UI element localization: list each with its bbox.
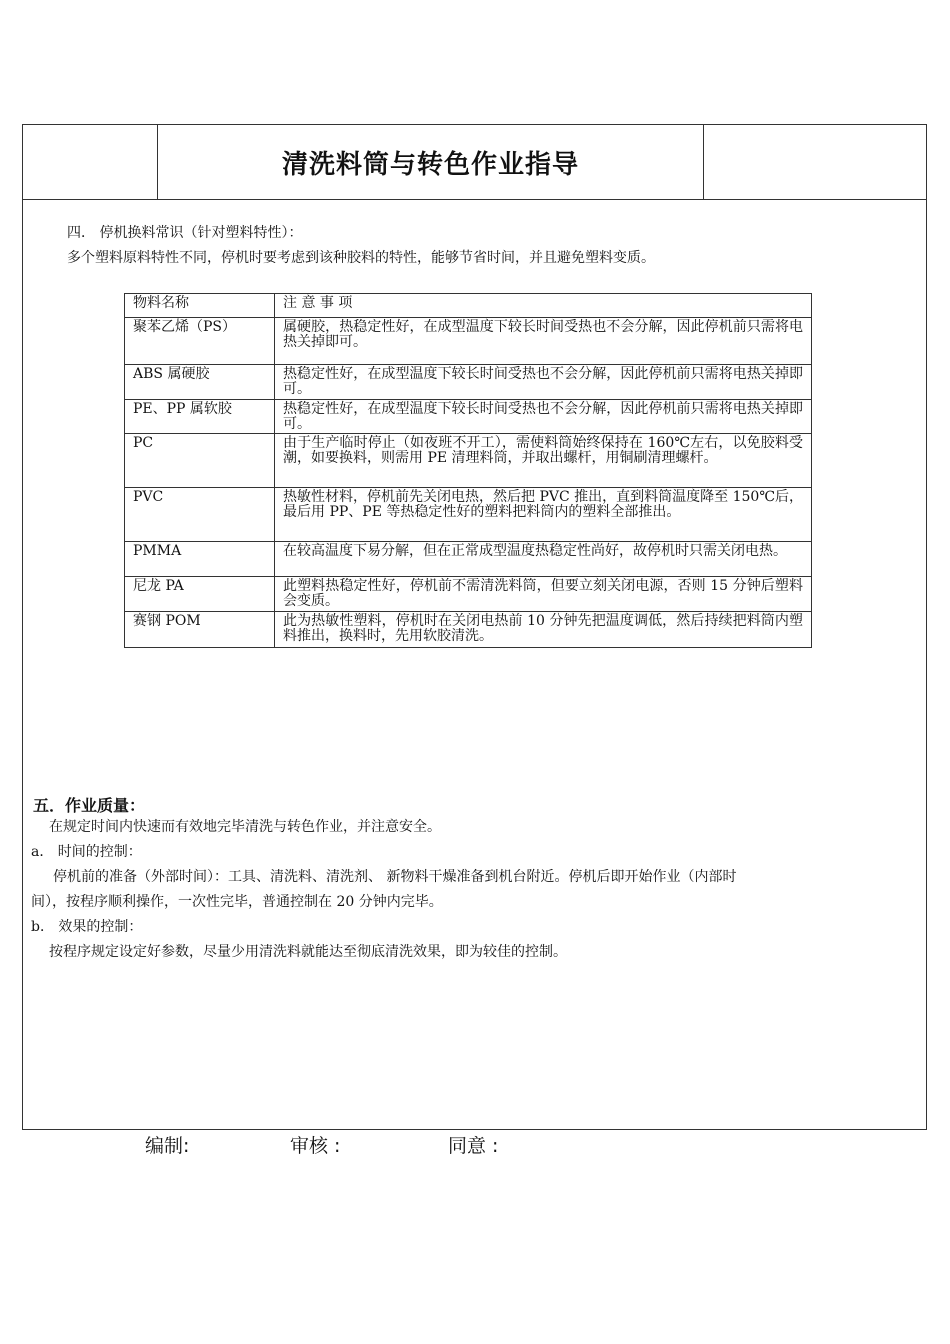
material-note: 此为热敏性塑料，停机时在关闭电热前 10 分钟先把温度调低，然后持续把料筒内塑料推出，换料时，先用软胶清洗。 — [275, 612, 812, 648]
table-header-name: 物料名称 — [125, 294, 275, 318]
table-row — [125, 612, 812, 648]
document-frame — [22, 124, 927, 1130]
table-row — [125, 318, 812, 365]
time-control-label: a． 时间的控制： — [31, 844, 142, 860]
review-signature-label: 审核 : — [290, 1135, 341, 1157]
material-name: 赛钢 POM — [125, 612, 275, 648]
header-row — [23, 125, 926, 200]
table-row — [125, 434, 812, 488]
document-title: 清洗料筒与转色作业指导 — [281, 150, 579, 180]
material-name: PVC — [125, 488, 275, 542]
material-note: 热敏性材料，停机前先关闭电热，然后把 PVC 推出，直到料筒温度降至 150℃后，最后用 PP、PE 等热稳定性好的塑料把料筒内的塑料全部推出。 — [275, 488, 812, 542]
material-name: 聚苯乙烯（PS） — [125, 318, 275, 365]
compile-signature-label: 编制: — [145, 1135, 190, 1157]
time-control-text-line2: 间），按程序顺利操作，一次性完毕，普通控制在 20 分钟内完毕。 — [31, 894, 443, 910]
material-name: PC — [125, 434, 275, 488]
effect-control-label: b． 效果的控制： — [31, 919, 143, 935]
material-name: PE、PP 属软胶 — [125, 400, 275, 434]
material-name: 尼龙 PA — [125, 577, 275, 612]
material-note: 属硬胶，热稳定性好，在成型温度下较长时间受热也不会分解，因此停机前只需将电热关掉即可。 — [275, 318, 812, 365]
approve-signature-label: 同意 : — [448, 1135, 499, 1157]
effect-control-text: 按程序规定设定好参数，尽量少用清洗料就能达至彻底清洗效果，即为较佳的控制。 — [49, 944, 567, 960]
section4-heading: 四． 停机换料常识（针对塑料特性）： — [67, 225, 303, 241]
table-row — [125, 488, 812, 542]
material-note: 热稳定性好，在成型温度下较长时间受热也不会分解，因此停机前只需将电热关掉即可。 — [275, 400, 812, 434]
table-header-row — [125, 294, 812, 318]
header-left-cell — [23, 125, 158, 199]
table-row — [125, 365, 812, 400]
material-table — [124, 293, 812, 648]
table-row — [125, 400, 812, 434]
section5-paragraph: 在规定时间内快速而有效地完毕清洗与转色作业，并注意安全。 — [49, 819, 441, 835]
header-right-cell — [703, 125, 926, 199]
table-row — [125, 542, 812, 577]
table-row — [125, 577, 812, 612]
material-name: ABS 属硬胶 — [125, 365, 275, 400]
material-note: 由于生产临时停止（如夜班不开工），需使料筒始终保持在 160℃左右，以免胶料受潮，如要换料，则需用 PE 清理料筒，并取出螺杆，用铜刷清理螺杆。 — [275, 434, 812, 488]
material-note: 在较高温度下易分解，但在正常成型温度热稳定性尚好，故停机时只需关闭电热。 — [275, 542, 812, 577]
time-control-text-line1: 停机前的准备（外部时间）：工具、清洗料、清洗剂、 新物料干燥准备到机台附近。停机后即开始作业（内部时 — [53, 869, 737, 885]
material-note: 此塑料热稳定性好，停机前不需清洗料筒，但要立刻关闭电源，否则 15 分钟后塑料会变质。 — [275, 577, 812, 612]
material-name: PMMA — [125, 542, 275, 577]
material-note: 热稳定性好，在成型温度下较长时间受热也不会分解，因此停机前只需将电热关掉即可。 — [275, 365, 812, 400]
table-header-notes: 注 意 事 项 — [275, 294, 812, 318]
section4-intro: 多个塑料原料特性不同，停机时要考虑到该种胶料的特性，能够节省时间，并且避免塑料变质。 — [67, 250, 655, 266]
section5-heading: 五．作业质量： — [33, 796, 146, 815]
